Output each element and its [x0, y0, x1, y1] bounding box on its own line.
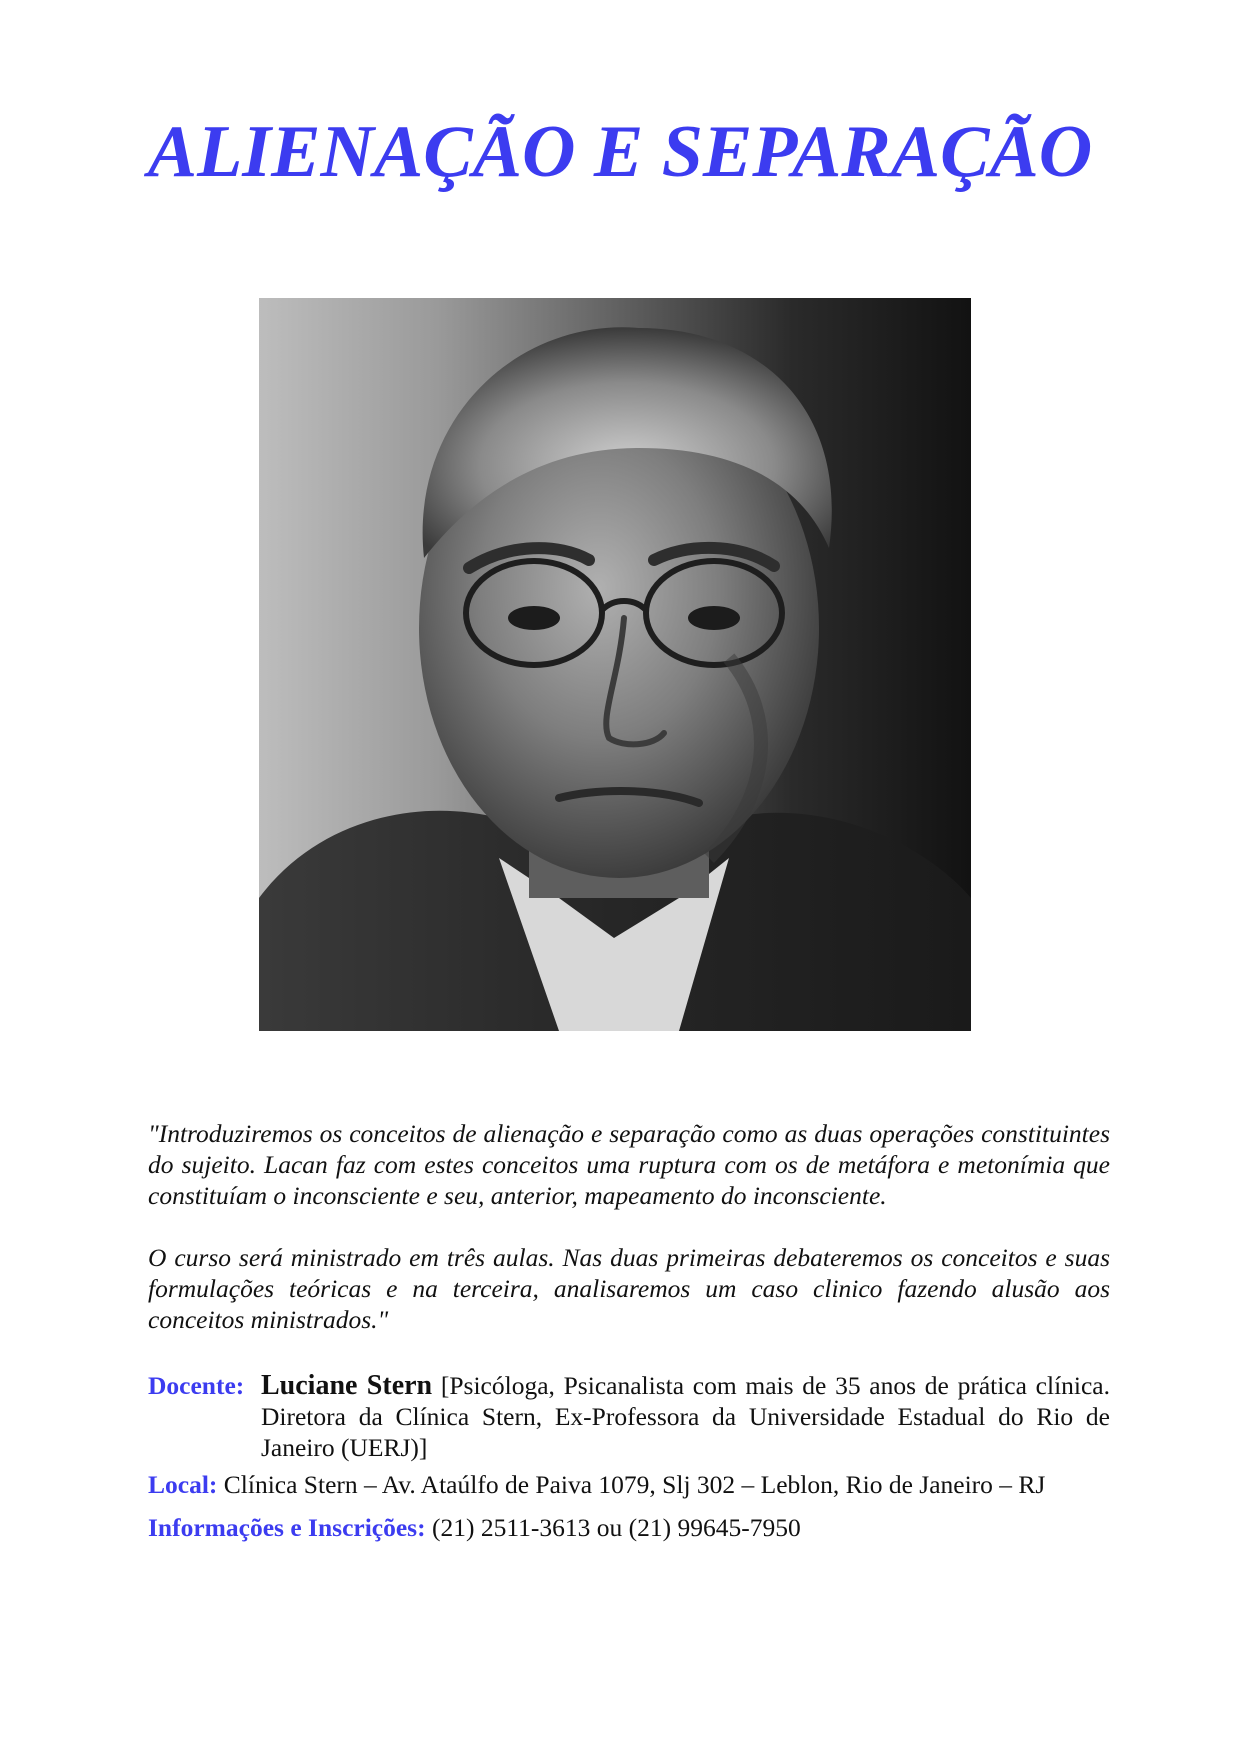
inscricoes-label: Informações e Inscrições:: [148, 1513, 426, 1542]
inscricoes-row: [148, 1512, 1110, 1543]
local-row: [148, 1469, 1110, 1500]
local-label: Local:: [148, 1470, 218, 1499]
portrait-photo: [259, 298, 971, 1031]
local-value: Clínica Stern – Av. Ataúlfo de Paiva 1079, Slj 302 – Leblon, Rio de Janeiro – RJ: [217, 1470, 1046, 1499]
portrait-image: [259, 298, 971, 1031]
docente-text: [261, 1370, 1110, 1463]
course-info: [148, 1370, 1110, 1543]
page-title: ALIENAÇÃO E SEPARAÇÃO: [147, 111, 1093, 193]
description-paragraph-1: "Introduziremos os conceitos de alienação e separação como as duas operações constituintes do sujeito. Lacan faz com estes conceitos uma ruptura com os de metáfora e metonímia que constituíam o inconsciente e seu, anterior, mapeamento do inconsciente.: [148, 1119, 1110, 1210]
inscricoes-value: (21) 2511-3613 ou (21) 99645-7950: [425, 1513, 801, 1542]
course-description: [148, 1118, 1110, 1366]
docente-label: Docente:: [148, 1371, 245, 1400]
docente-description: [Psicóloga, Psicanalista com mais de 35 anos de prática clínica. Diretora da Clínica Stern, Ex-Professora da Universidade Estadual do Rio de Janeiro (UERJ)]: [261, 1371, 1111, 1462]
description-paragraph-2: O curso será ministrado em três aulas. Nas duas primeiras debateremos os conceitos e suas formulações teóricas e na terceira, analisaremos um caso clinico fazendo alusão aos conceitos ministrados.": [148, 1243, 1110, 1334]
docente-row: [148, 1370, 1110, 1463]
docente-name: Luciane Stern: [261, 1370, 433, 1401]
